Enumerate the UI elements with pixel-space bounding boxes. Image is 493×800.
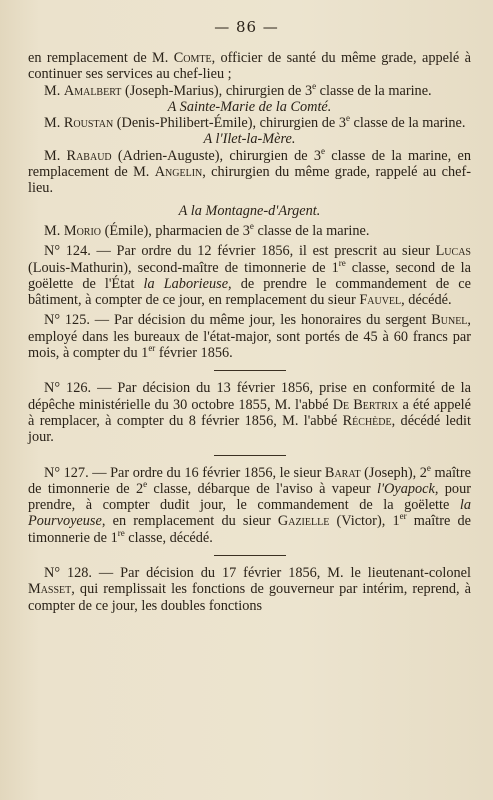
page-number: — 86 —	[214, 18, 279, 36]
section-heading-sainte-marie: A Sainte-Marie de la Comté.	[167, 98, 332, 115]
paragraph-roustan: M. Roustan (Denis-Philibert-Émile), chirurgien de 3e classe de la marine.	[44, 113, 466, 132]
paragraph-no-127: N° 127. — Par ordre du 16 février 1856, le sieur Barat (Joseph), 2e maître de timonnerie de 2e classe, débarque de l'aviso à vapeur l'Oyapock, pour prendre, à compter dudit jour, le commandement de la goëlette la Pourvoyeuse, en remplacement du sieur Gazielle (Victor), 1er maître de timonnerie de 1re classe, décédé.	[28, 462, 472, 546]
paragraph-continuation: en remplacement de M. Comte, officier de santé du même grade, appelé à continuer ses services au chef-lieu ;	[28, 50, 471, 83]
paragraph-no-124: N° 124. — Par ordre du 12 février 1856, il est prescrit au sieur Lucas (Louis-Mathurin), second-maître de timonnerie de 1re classe, second de la goëlette de l'État la Laborieuse, de prendre le commandement de ce bâtiment, à compter de ce jour, en remplacement du sieur Fauvel, décédé.	[28, 243, 471, 309]
paragraph-no-126: N° 126. — Par décision du 13 février 1856, prise en conformité de la dépêche ministérielle du 30 octobre 1855, M. l'abbé De Bertrix a été appelé à remplacer, à compter du 8 février 1856, M. l'abbé Réchède, décédé ledit jour.	[28, 380, 472, 446]
paragraph-no-128: N° 128. — Par décision du 17 février 1856, M. le lieutenant-colonel Masset, qui remplissait les fonctions de gouverneur par intérim, reprend, à compter de ce jour, les doubles fonctions	[28, 565, 471, 614]
section-divider	[214, 370, 286, 371]
section-heading-montagne-d-argent: A la Montagne-d'Argent.	[178, 202, 321, 219]
paragraph-rabaud: M. Rabaud (Adrien-Auguste), chirurgien de 3e classe de la marine, en remplacement de M. Angelin, chirurgien du même grade, rappelé au chef-lieu.	[28, 146, 471, 197]
paragraph-amalbert: M. Amalbert (Joseph-Marius), chirurgien de 3e classe de la marine.	[44, 80, 432, 99]
paragraph-morio: M. Morio (Émile), pharmacien de 3e classe de la marine.	[44, 221, 370, 239]
document-body	[28, 50, 471, 614]
section-divider	[214, 455, 286, 456]
paragraph-no-125: N° 125. — Par décision du même jour, les honoraires du sergent Bunel, employé dans les bureaux de l'état-major, sont portés de 45 à 60 francs par mois, à compter du 1er février 1856.	[28, 312, 471, 362]
section-heading-ilet-la-mere: A l'Ilet-la-Mère.	[203, 131, 296, 148]
section-divider	[214, 555, 286, 556]
